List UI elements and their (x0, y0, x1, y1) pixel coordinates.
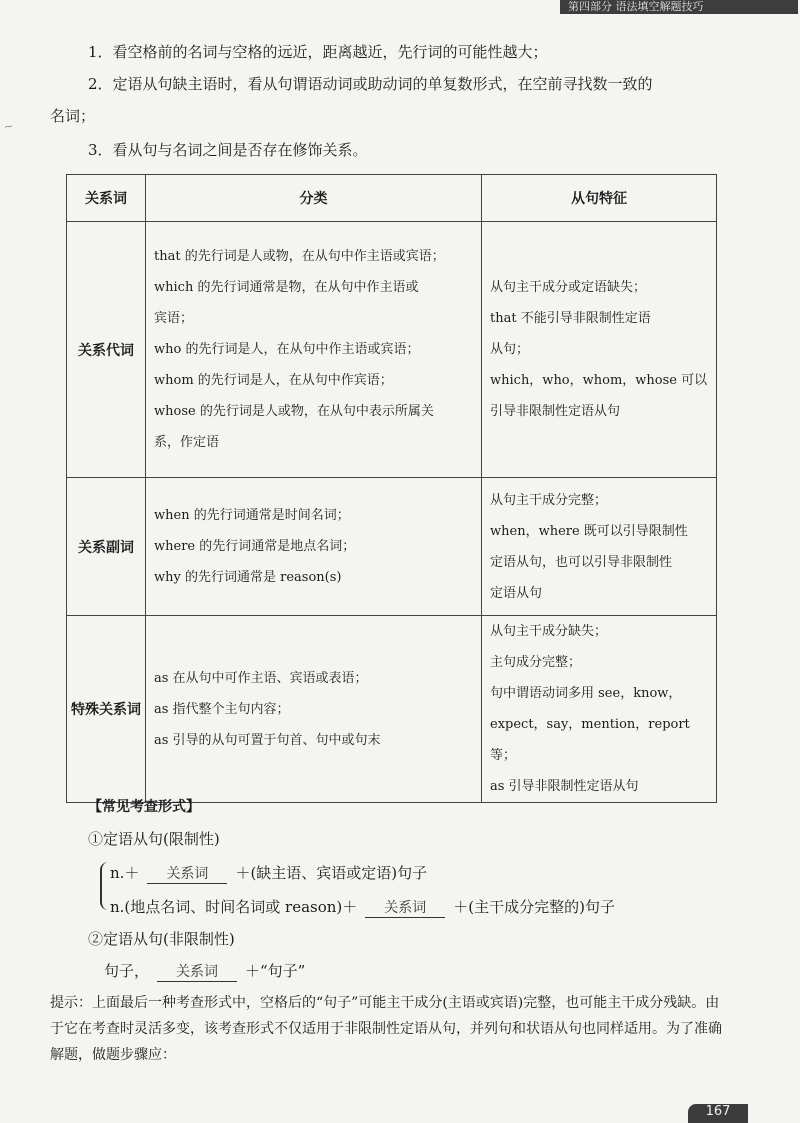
margin-scribble: ~ (3, 119, 15, 134)
features-cell (482, 478, 717, 616)
list-item: 从句主干成分完整； (490, 492, 608, 508)
classification-cell (146, 222, 482, 478)
tip-2-cont: 名词； (50, 107, 96, 125)
form-line-2-suffix: ＋(主干成分完整的)句子 (453, 898, 616, 916)
list-item: which 的先行词通常是物，在从句中作主语或 (154, 280, 419, 295)
form-line-1-suffix: ＋(缺主语、宾语或定语)句子 (235, 864, 428, 882)
answer-blank: 关系词 (365, 899, 445, 918)
list-item: 句中谓语动词多用 see，know， (490, 686, 682, 701)
form-line-3-prefix: 句子， (104, 962, 150, 980)
list-item: expect，say，mention，report 等； (490, 717, 690, 763)
classification-cell (146, 616, 482, 803)
list-item: 从句主干成分缺失； (490, 624, 608, 639)
category-cell: 特殊关系词 (67, 616, 146, 803)
relative-words-table (66, 174, 717, 803)
list-item: whose 的先行词是人或物，在从句中表示所属关 (154, 404, 434, 419)
category-cell: 关系代词 (67, 222, 146, 478)
list-item: when 的先行词通常是时间名词； (154, 508, 350, 523)
tip-3: 3．看从句与名词之间是否存在修饰关系。 (88, 141, 368, 159)
note-paragraph: 提示：上面最后一种考查形式中，空格后的“句子”可能主干成分(主语或宾语)完整，也可能主干成分残缺。由于它在考查时灵活多变，该考查形式不仅适用于非限制性定语从句，并列句和状语从句也同样适用。为了准确解题，做题步骤应： (50, 995, 722, 1063)
form-line-3 (104, 960, 305, 982)
table-row (67, 222, 717, 478)
list-item: 主句成分完整； (490, 655, 582, 670)
table-row (67, 478, 717, 616)
list-item: why 的先行词通常是 reason(s) (154, 570, 342, 585)
list-item: 系，作定语 (154, 435, 220, 450)
form-line-1 (110, 862, 427, 884)
form-line-2-prefix: n.(地点名词、时间名词或 reason)＋ (110, 898, 358, 916)
features-cell (482, 616, 717, 803)
category-cell: 关系副词 (67, 478, 146, 616)
restrictive-title: ①定语从句(限制性) (88, 830, 220, 848)
table-row (67, 616, 717, 803)
header-classification: 分类 (146, 175, 482, 222)
list-item: as 在从句中可作主语、宾语或表语； (154, 670, 368, 686)
list-item: 定语从句 (490, 585, 543, 601)
answer-blank: 关系词 (157, 963, 237, 982)
list-item: who 的先行词是人，在从句中作主语或宾语； (154, 342, 420, 357)
tip-2: 2．定语从句缺主语时，看从句谓语动词或助动词的单复数形式，在空前寻找数一致的 (88, 75, 653, 93)
list-item: as 指代整个主句内容； (154, 701, 290, 717)
list-item: which，who，whom，whose 可以 (490, 373, 708, 388)
list-item: 引导非限制性定语从句 (490, 404, 621, 419)
page-number: 167 (688, 1104, 748, 1123)
list-item: where 的先行词通常是地点名词； (154, 539, 356, 554)
list-item: as 引导的从句可置于句首、句中或句末 (154, 732, 381, 748)
list-item: 定语从句，也可以引导非限制性 (490, 554, 673, 570)
table-header-row (67, 175, 717, 222)
list-item: as 引导非限制性定语从句 (490, 779, 639, 794)
list-item: 宾语； (154, 311, 194, 326)
brace (100, 862, 110, 910)
forms-heading: 【常见考查形式】 (88, 799, 200, 815)
form-line-3-suffix: ＋“句子” (245, 962, 306, 980)
header-clause-features: 从句特征 (482, 175, 717, 222)
features-cell (482, 222, 717, 478)
running-header: 第四部分 语法填空解题技巧 (560, 0, 798, 14)
nonrestrictive-title: ②定语从句(非限制性) (88, 930, 235, 948)
list-item: whom 的先行词是人，在从句中作宾语； (154, 373, 393, 388)
list-item: 从句； (490, 342, 530, 357)
form-line-1-prefix: n.＋ (110, 864, 140, 882)
classification-cell (146, 478, 482, 616)
answer-blank: 关系词 (147, 865, 227, 884)
list-item: when，where 既可以引导限制性 (490, 523, 688, 539)
form-line-2 (110, 896, 615, 918)
list-item: that 不能引导非限制性定语 (490, 311, 651, 326)
list-item: 从句主干成分或定语缺失； (490, 280, 647, 295)
header-relative-word: 关系词 (67, 175, 146, 222)
list-item: that 的先行词是人或物，在从句中作主语或宾语； (154, 249, 445, 264)
tip-1: 1．看空格前的名词与空格的远近，距离越近，先行词的可能性越大； (88, 43, 548, 61)
